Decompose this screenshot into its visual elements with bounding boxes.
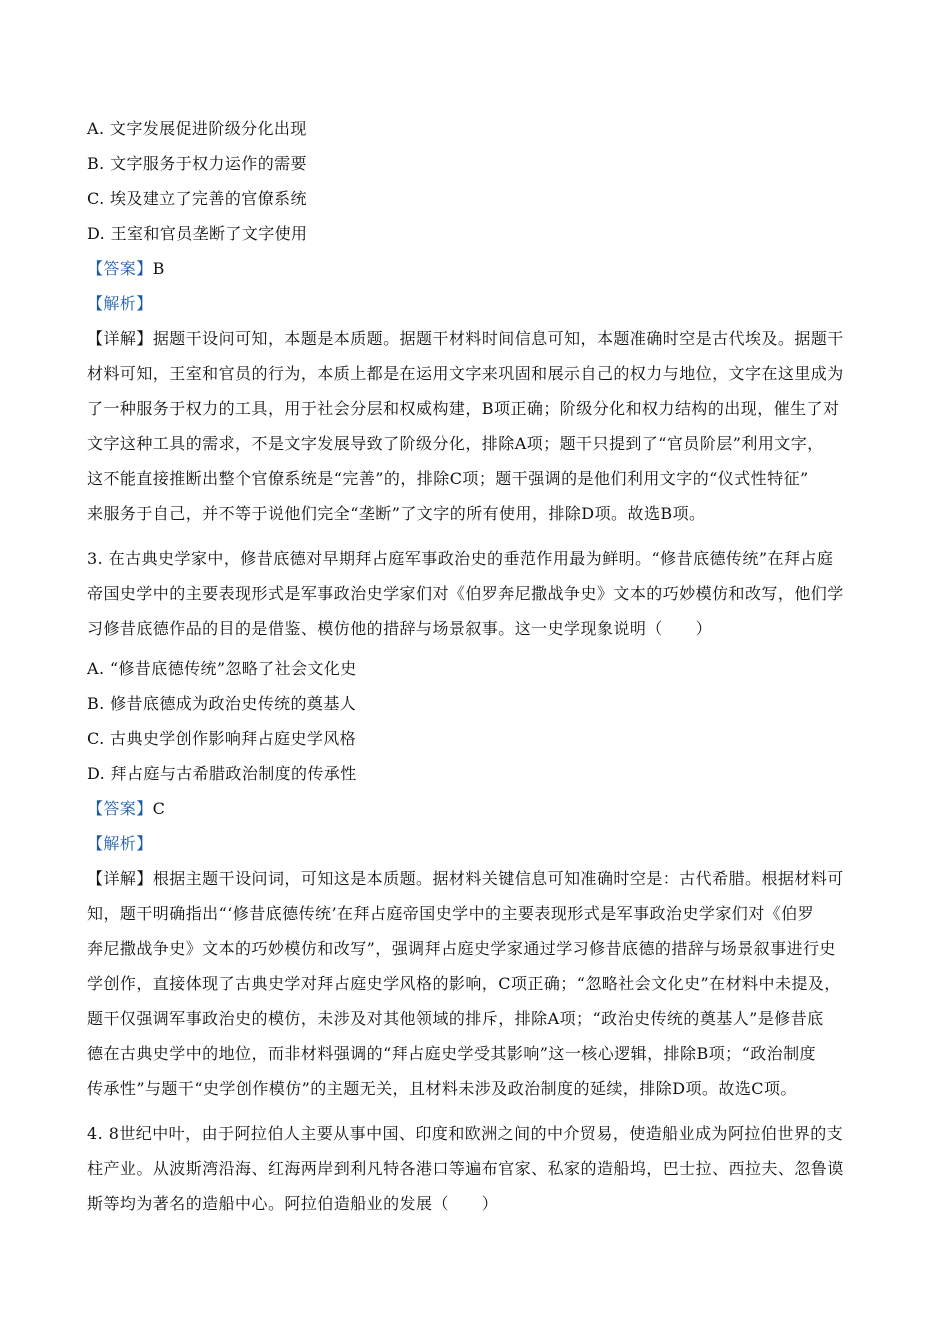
q2-option-c: C. 埃及建立了完善的官僚系统 [87, 189, 307, 208]
q3-option-c: C. 古典史学创作影响拜占庭史学风格 [87, 729, 357, 748]
answer-value: C [152, 799, 166, 818]
q3-option-b: B. 修昔底德成为政治史传统的奠基人 [87, 694, 357, 713]
stem-line: 4. 8世纪中叶，由于阿拉伯人主要从事中国、印度和欧洲之间的中介贸易，使造船业成为阿拉伯世界的支 [87, 1124, 844, 1143]
q3-option-d: D. 拜占庭与古希腊政治制度的传承性 [87, 764, 357, 783]
detail-line: 了一种服务于权力的工具，用于社会分层和权威构建，B项正确；阶级分化和权力结构的出现，催生了对 [87, 399, 840, 418]
detail-label: 【详解】 [87, 869, 153, 888]
q3-analysis-label: 【解析】 [87, 834, 153, 853]
q2-option-b: B. 文字服务于权力运作的需要 [87, 154, 307, 173]
answer-label: 【答案】 [87, 799, 153, 818]
detail-line: 学创作，直接体现了古典史学对拜占庭史学风格的影响，C项正确；“忽略社会文化史”在材料中未提及， [87, 974, 841, 993]
q2-answer [87, 257, 165, 281]
detail-line: 材料可知，王室和官员的行为，本质上都是在运用文字来巩固和展示自己的权力与地位，文字在这里成为 [87, 364, 844, 383]
q2-option-a: A. 文字发展促进阶级分化出现 [87, 119, 307, 138]
q2-analysis-label: 【解析】 [87, 294, 153, 313]
stem-line: 柱产业。从波斯湾沿海、红海两岸到利凡特各港口等遍布官家、私家的造船坞，巴士拉、西拉夫、忽鲁谟 [87, 1159, 844, 1178]
detail-line: 来服务于自己，并不等于说他们完全“垄断”了文字的所有使用，排除D项。故选B项。 [87, 504, 706, 523]
detail-line: 文字这种工具的需求，不是文字发展导致了阶级分化，排除A项；题干只提到了“官员阶层”利用文字， [87, 434, 824, 453]
answer-value: B [152, 259, 165, 278]
answer-label: 【答案】 [87, 259, 153, 278]
detail-line: 【详解】据题干设问可知，本题是本质题。据题干材料时间信息可知，本题准确时空是古代埃及。据题干 [87, 329, 844, 348]
stem-line: 帝国史学中的主要表现形式是军事政治史学家们对《伯罗奔尼撒战争史》文本的巧妙模仿和改写，他们学 [87, 584, 844, 603]
detail-line: 【详解】根据主题干设问词，可知这是本质题。据材料关键信息可知准确时空是：古代希腊。根据材料可 [87, 869, 844, 888]
detail-line: 传承性”与题干“史学创作模仿”的主题无关，且材料未涉及政治制度的延续，排除D项。故选C项。 [87, 1079, 797, 1098]
q4-stem [87, 1122, 862, 1227]
q3-answer [87, 797, 165, 821]
detail-line: 德在古典史学中的地位，而非材料强调的“拜占庭史学受其影响”这一核心逻辑，排除B项；“政治制度 [87, 1044, 816, 1063]
detail-line: 知，题干明确指出“‘修昔底德传统’在拜占庭帝国史学中的主要表现形式是军事政治史学家们对《伯罗 [87, 904, 815, 923]
q2-detail [87, 327, 862, 537]
stem-line: 习修昔底德作品的目的是借鉴、模仿他的措辞与场景叙事。这一史学现象说明（ ） [87, 619, 713, 638]
stem-line: 3. 在古典史学家中，修昔底德对早期拜占庭军事政治史的垂范作用最为鲜明。“修昔底德传统”在拜占庭 [87, 549, 834, 568]
q2-option-d: D. 王室和官员垄断了文字使用 [87, 224, 308, 243]
q3-option-a: A. “修昔底德传统”忽略了社会文化史 [87, 659, 357, 678]
detail-label: 【详解】 [87, 329, 153, 348]
stem-line: 斯等均为著名的造船中心。阿拉伯造船业的发展（ ） [87, 1194, 499, 1213]
q3-stem [87, 547, 862, 652]
detail-line: 奔尼撒战争史》文本的巧妙模仿和改写”，强调拜占庭史学家通过学习修昔底德的措辞与场景叙事进行史 [87, 939, 836, 958]
q3-detail [87, 867, 862, 1112]
detail-line: 这不能直接推断出整个官僚系统是“完善”的，排除C项；题干强调的是他们利用文字的“仪式性特征” [87, 469, 809, 488]
detail-line: 题干仅强调军事政治史的模仿，未涉及对其他领域的排斥，排除A项；“政治史传统的奠基人”是修昔底 [87, 1009, 824, 1028]
